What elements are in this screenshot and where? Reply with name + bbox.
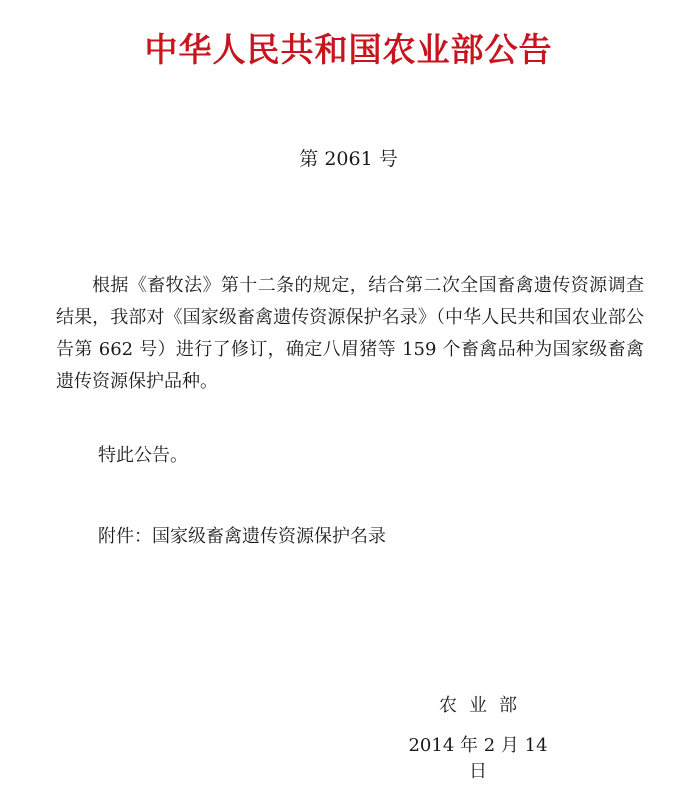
document-number: 第 2061 号 <box>299 148 398 170</box>
announcement-title: 中华人民共和国农业部公告 <box>144 30 553 69</box>
signature-block <box>398 693 558 785</box>
closing-phrase: 特此公告。 <box>98 445 188 466</box>
issuer-name: 农业部 <box>439 695 529 716</box>
announcement-body: 根据《畜牧法》第十二条的规定，结合第二次全国畜禽遗传资源调查结果，我部对《国家级畜禽遗传资源保护名录》（中华人民共和国农业部公告第 662 号）进行了修订，确定八眉猪等 159 个畜禽品种为国家级畜禽遗传资源保护品种。 <box>56 275 644 392</box>
issue-date: 2014 年 2 月 14 日 <box>408 735 548 782</box>
attachment-line: 附件：国家级畜禽遗传资源保护名录 <box>98 526 386 547</box>
